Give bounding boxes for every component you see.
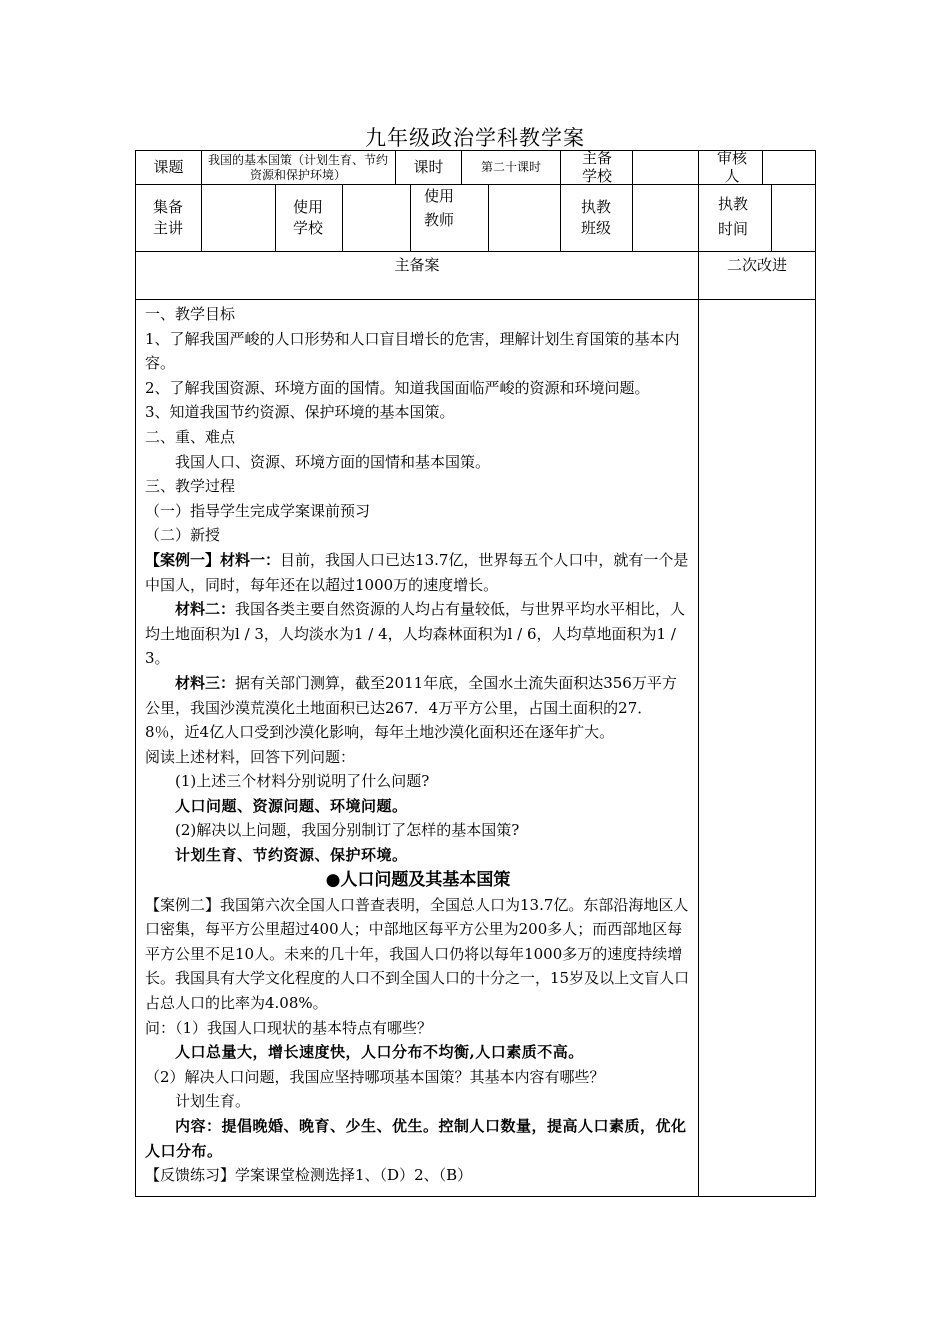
case-one-material-one bbox=[145, 548, 691, 597]
use-school-value[interactable] bbox=[343, 185, 410, 251]
lecturer-label: 集备主讲 bbox=[152, 198, 183, 237]
period-label: 课时 bbox=[413, 157, 444, 176]
answer: 内容：提倡晚婚、晚育、少生、优生。控制人口数量，提高人口素质，优化人口分布。 bbox=[145, 1117, 687, 1160]
revision-header: 二次改进 bbox=[726, 256, 787, 275]
instruction: 阅读上述材料，回答下列问题： bbox=[145, 747, 356, 766]
material-two bbox=[145, 597, 691, 671]
time-value[interactable] bbox=[772, 185, 815, 251]
section-heading: 一、教学目标 bbox=[145, 305, 236, 323]
period-value: 第二十课时 bbox=[480, 160, 541, 174]
section-heading: 三、教学过程 bbox=[145, 477, 236, 496]
goal-item: 1、了解我国严峻的人口形势和人口盲目增长的危害，理解计划生育国策的基本内容。 bbox=[145, 329, 680, 373]
goal-item: 2、了解我国资源、环境方面的国情。知道我国面临严峻的资源和环境问题。 bbox=[145, 378, 650, 397]
question: (1)上述三个材料分别说明了什么问题? bbox=[175, 772, 430, 791]
row-divider-2 bbox=[135, 251, 816, 252]
material-text: 据有关部门测算，截至2011年底，全国水土流失面积达356万平方公里，我国沙漠荒漠化土地面积已达267．4万平方公里，占国土面积的27．8％，近4亿人口受到沙漠化影响，每年土地沙漠化面积还在逐年扩大。 bbox=[145, 673, 677, 742]
process-step: （一）指导学生完成学案课前预习 bbox=[145, 501, 371, 520]
material-label: 材料一： bbox=[220, 550, 281, 569]
reviewer-value[interactable] bbox=[763, 151, 815, 184]
school-label: 主备学校 bbox=[581, 149, 612, 185]
row-divider-3 bbox=[135, 299, 816, 300]
answer: 人口总量大，增长速度快，人口分布不均衡,人口素质不高。 bbox=[175, 1043, 584, 1062]
section-heading: 二、重、难点 bbox=[145, 427, 236, 446]
material-three bbox=[145, 671, 691, 745]
col-divider bbox=[560, 184, 561, 251]
document-title: 九年级政治学科教学案 bbox=[365, 126, 585, 150]
material-label: 材料二： bbox=[175, 600, 236, 619]
main-plan-header: 主备案 bbox=[394, 256, 440, 275]
material-label: 材料三： bbox=[175, 673, 236, 692]
feedback-exercise: 【反馈练习】学案课堂检测选择1、（D）2、（B） bbox=[145, 1166, 473, 1185]
school-value[interactable] bbox=[633, 151, 698, 184]
col-divider bbox=[698, 150, 699, 184]
col-divider bbox=[410, 184, 411, 251]
process-step: （二）新授 bbox=[145, 526, 221, 545]
col-divider bbox=[698, 251, 699, 1197]
case-tag: 【案例一】 bbox=[145, 550, 221, 569]
class-value[interactable] bbox=[633, 185, 698, 251]
material-text: 目前，我国人口已达13.7亿，世界每五个人口中，就有一个是中国人，同时，每年还在以超过1000万的速度增长。 bbox=[145, 550, 689, 594]
answer: 计划生育。 bbox=[175, 1092, 251, 1111]
topic-label: 课题 bbox=[153, 157, 184, 176]
question: (2)解决以上问题，我国分别制订了怎样的基本国策? bbox=[175, 821, 520, 840]
answer: 人口问题、资源问题、环境问题。 bbox=[175, 796, 408, 815]
lesson-content bbox=[145, 302, 691, 1188]
teacher-label: 使用教师 bbox=[423, 187, 454, 229]
section-title: ●人口问题及其基本国策 bbox=[325, 869, 511, 890]
col-divider bbox=[201, 150, 202, 184]
case-two: 【案例二】我国第六次全国人口普查表明，全国总人口为13.7亿。东部沿海地区人口密集，每平方公里超过400人；中部地区每平方公里为200多人；而西部地区每平方公里不足10人。未来的几十年，我国人口仍将以每年1000多万的速度持续增长。我国具有大学文化程度的人口不到全国人口的十分之一，15岁及以上文盲人口占总人口的比率为4.08%。 bbox=[145, 895, 690, 1013]
use-school-label: 使用学校 bbox=[292, 198, 323, 237]
question: 问：（1）我国人口现状的基本特点有哪些？ bbox=[145, 1018, 433, 1037]
topic-value: 我国的基本国策（计划生育、节约资源和保护环境） bbox=[207, 152, 388, 182]
lecturer-value[interactable] bbox=[202, 185, 275, 251]
time-label: 执教时间 bbox=[717, 195, 748, 238]
col-divider bbox=[698, 184, 699, 251]
goal-item: 3、知道我国节约资源、保护环境的基本国策。 bbox=[145, 403, 455, 422]
answer: 计划生育、节约资源、保护环境。 bbox=[175, 846, 408, 865]
reviewer-label: 审核人 bbox=[716, 149, 747, 185]
class-label: 执教班级 bbox=[580, 198, 611, 237]
col-divider bbox=[275, 184, 276, 251]
col-divider bbox=[560, 150, 561, 184]
material-text: 我国各类主要自然资源的人均占有量较低，与世界平均水平相比，人均土地面积为l / 3，人均淡水为1 / 4，人均森林面积为l / 6，人均草地面积为1 / 3。 bbox=[145, 600, 686, 668]
teacher-value[interactable] bbox=[489, 185, 560, 251]
question: （2）解决人口问题，我国应坚持哪项基本国策？其基本内容有哪些？ bbox=[145, 1067, 605, 1086]
key-point: 我国人口、资源、环境方面的国情和基本国策。 bbox=[175, 452, 491, 471]
